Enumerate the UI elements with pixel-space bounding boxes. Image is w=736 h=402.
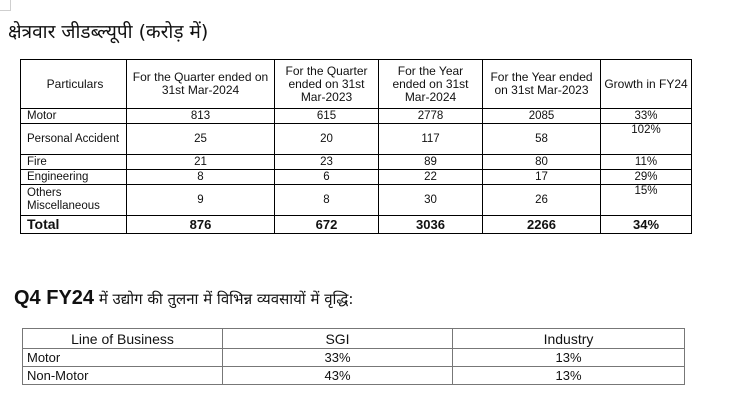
cell: 58	[483, 124, 601, 155]
table-row	[21, 109, 692, 124]
cell: 33%	[223, 349, 453, 367]
segment-gwp-table	[20, 59, 692, 234]
row-label: Fire	[21, 155, 127, 170]
cell: 30	[379, 185, 483, 216]
section-title-segment-gwp: क्षेत्रवार जीडब्ल्यूपी (करोड़ में)	[8, 21, 209, 43]
cell: 25	[127, 124, 275, 155]
header-year-2024: For the Year ended on 31st Mar-2024	[379, 60, 483, 109]
total-cell: 672	[275, 216, 379, 234]
cell: 9	[127, 185, 275, 216]
cell: 2778	[379, 109, 483, 124]
table-row	[21, 124, 692, 155]
cell: 21	[127, 155, 275, 170]
header-sgi: SGI	[223, 329, 453, 349]
total-cell: 2266	[483, 216, 601, 234]
total-label: Total	[21, 216, 127, 234]
row-label: Engineering	[21, 170, 127, 185]
row-label: Personal Accident	[21, 124, 127, 155]
title-text: में उद्योग की तुलना में विभिन्न व्यवसायों में वृद्धि:	[94, 290, 354, 308]
cell: 102%	[601, 124, 692, 155]
total-cell: 34%	[601, 216, 692, 234]
total-cell: 876	[127, 216, 275, 234]
title-period: Q4 FY24	[14, 287, 95, 309]
header-quarter-2024: For the Quarter ended on 31st Mar-2024	[127, 60, 275, 109]
cell: 2085	[483, 109, 601, 124]
cell: 615	[275, 109, 379, 124]
header-line-of-business: Line of Business	[23, 329, 223, 349]
header-industry: Industry	[453, 329, 685, 349]
header-quarter-2023: For the Quarter ended on 31st Mar-2023	[275, 60, 379, 109]
cell: 80	[483, 155, 601, 170]
table-row	[23, 349, 685, 367]
header-particulars: Particulars	[21, 60, 127, 109]
row-label: Others Miscellaneous	[21, 185, 127, 216]
cell: 11%	[601, 155, 692, 170]
cell: 33%	[601, 109, 692, 124]
table-row	[21, 155, 692, 170]
cell: 22	[379, 170, 483, 185]
cell: 43%	[223, 367, 453, 385]
row-label: Motor	[21, 109, 127, 124]
cell: 13%	[453, 367, 685, 385]
table-total-row	[21, 216, 692, 234]
cell: 89	[379, 155, 483, 170]
section-title-growth-comparison	[14, 287, 353, 310]
cell: 23	[275, 155, 379, 170]
cell: 20	[275, 124, 379, 155]
total-cell: 3036	[379, 216, 483, 234]
table-row	[21, 185, 692, 216]
page-corner-mark	[0, 0, 11, 11]
cell: 813	[127, 109, 275, 124]
cell: 8	[275, 185, 379, 216]
cell: 117	[379, 124, 483, 155]
table-row	[21, 170, 692, 185]
header-growth: Growth in FY24	[601, 60, 692, 109]
table-header-row	[21, 60, 692, 109]
cell: 29%	[601, 170, 692, 185]
cell: 6	[275, 170, 379, 185]
table-header-row	[23, 329, 685, 349]
cell: 26	[483, 185, 601, 216]
cell: 15%	[601, 185, 692, 216]
cell: 17	[483, 170, 601, 185]
cell: 13%	[453, 349, 685, 367]
row-label: Non-Motor	[23, 367, 223, 385]
table-row	[23, 367, 685, 385]
cell: 8	[127, 170, 275, 185]
header-year-2023: For the Year ended on 31st Mar-2023	[483, 60, 601, 109]
growth-comparison-table	[22, 328, 685, 385]
row-label: Motor	[23, 349, 223, 367]
